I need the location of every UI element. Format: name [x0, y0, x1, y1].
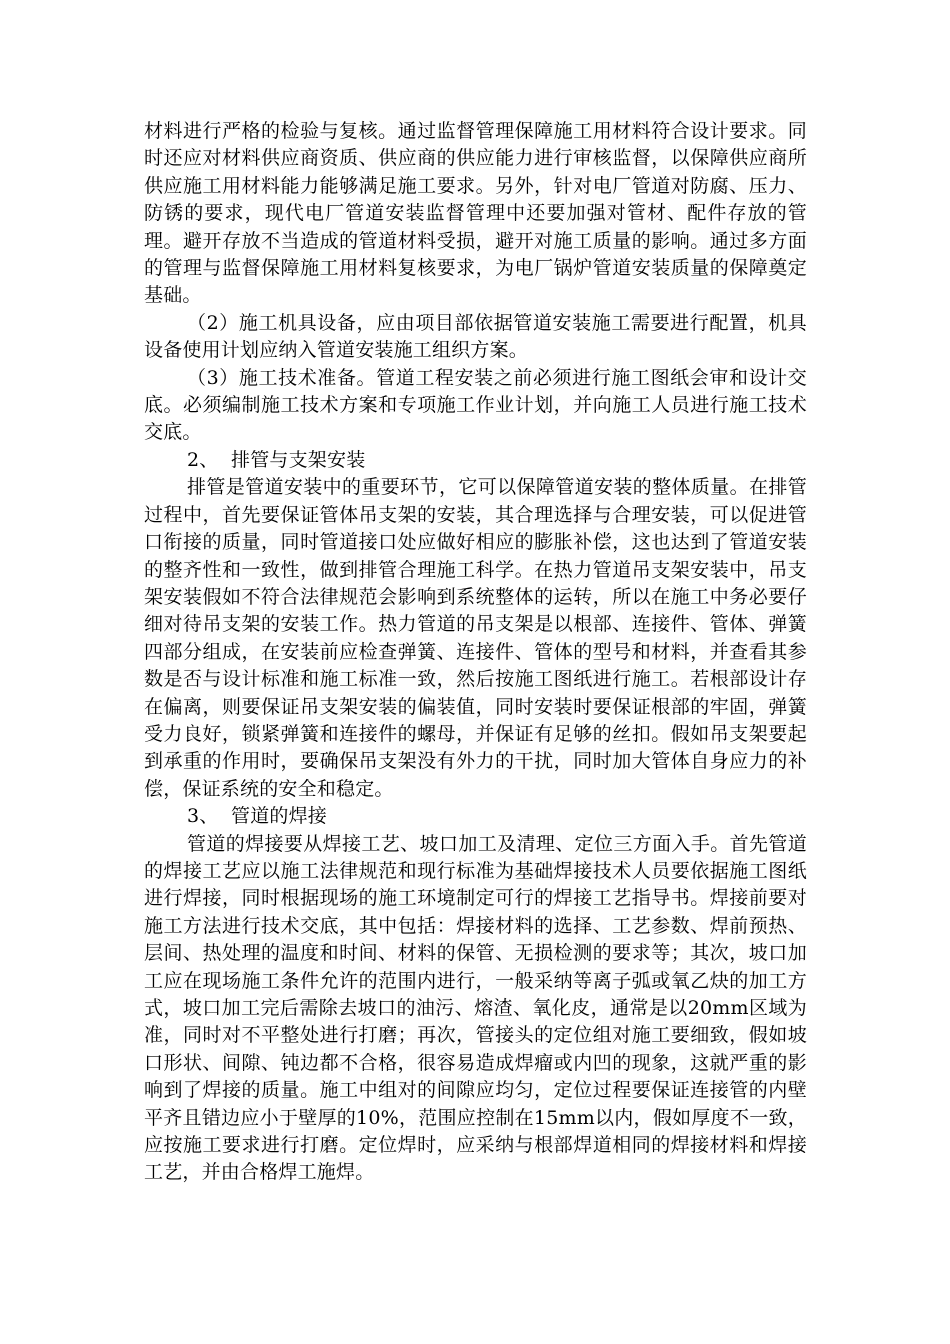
- section-title: 管道的焊接: [231, 805, 328, 828]
- section-heading-pipe-support: [144, 447, 807, 474]
- section-heading-welding: [144, 803, 807, 830]
- section-number: 2、: [187, 448, 219, 471]
- document-page: [144, 118, 807, 1187]
- paragraph-equipment: （2）施工机具设备，应由项目部依据管道安装施工需要进行配置，机具设备使用计划应纳入管道安装施工组织方案。: [144, 311, 807, 362]
- paragraph-welding: 管道的焊接要从焊接工艺、坡口加工及清理、定位三方面入手。首先管道的焊接工艺应以施工法律规范和现行标准为基础焊接技术人员要依据施工图纸进行焊接，同时根据现场的施工环境制定可行的焊接工艺指导书。焊接前要对施工方法进行技术交底，其中包括：焊接材料的选择、工艺参数、焊前预热、层间、热处理的温度和时间、材料的保管、无损检测的要求等；其次，坡口加工应在现场施工条件允许的范围内进行，一般采纳等离子弧或氧乙炔的加工方式，坡口加工完后需除去坡口的油污、熔渣、氧化皮，通常是以20mm区域为准，同时对不平整处进行打磨；再次，管接头的定位组对施工要细致，假如坡口形状、间隙、钝边都不合格，很容易造成焊瘤或内凹的现象，这就严重的影响到了焊接的质量。施工中组对的间隙应均匀，定位过程要保证连接管的内壁平齐且错边应小于壁厚的10%，范围应控制在15mm以内，假如厚度不一致，应按施工要求进行打磨。定位焊时，应采纳与根部焊道相同的焊接材料和焊接工艺，并由合格焊工施焊。: [144, 832, 807, 1184]
- paragraph-pipe-support: 排管是管道安装中的重要环节，它可以保障管道安装的整体质量。在排管过程中，首先要保证管体吊支架的安装，其合理选择与合理安装，可以促进管口衔接的质量，同时管道接口处应做好相应的膨胀补偿，这也达到了管道安装的整齐性和一致性，做到排管合理施工科学。在热力管道吊支架安装中，吊支架安装假如不符合法律规范会影响到系统整体的运转，所以在施工中务必要仔细对待吊支架的安装工作。热力管道的吊支架是以根部、连接件、管体、弹簧四部分组成，在安装前应检查弹簧、连接件、管体的型号和材料，并查看其参数是否与设计标准和施工标准一致，然后按施工图纸进行施工。若根部设计存在偏离，则要保证吊支架安装的偏装值，同时安装时要保证根部的牢固，弹簧受力良好，锁紧弹簧和连接件的螺母，并保证有足够的丝扣。假如吊支架要起到承重的作用时，要确保吊支架没有外力的干扰，同时加大管体自身应力的补偿，保证系统的安全和稳定。: [144, 476, 807, 800]
- section-title: 排管与支架安装: [231, 448, 366, 471]
- section-number: 3、: [187, 805, 219, 828]
- paragraph-material-inspection: 材料进行严格的检验与复核。通过监督管理保障施工用材料符合设计要求。同时还应对材料供应商资质、供应商的供应能力进行审核监督，以保障供应商所供应施工用材料能力能够满足施工要求。另外，针对电厂管道对防腐、压力、防锈的要求，现代电厂管道安装监督管理中还要加强对管材、配件存放的管理。避开存放不当造成的管道材料受损，避开对施工质量的影响。通过多方面的管理与监督保障施工用材料复核要求，为电厂锅炉管道安装质量的保障奠定基础。: [144, 120, 807, 307]
- paragraph-technical-preparation: （3）施工技术准备。管道工程安装之前必须进行施工图纸会审和设计交底。必须编制施工技术方案和专项施工作业计划，并向施工人员进行施工技术交底。: [144, 366, 807, 444]
